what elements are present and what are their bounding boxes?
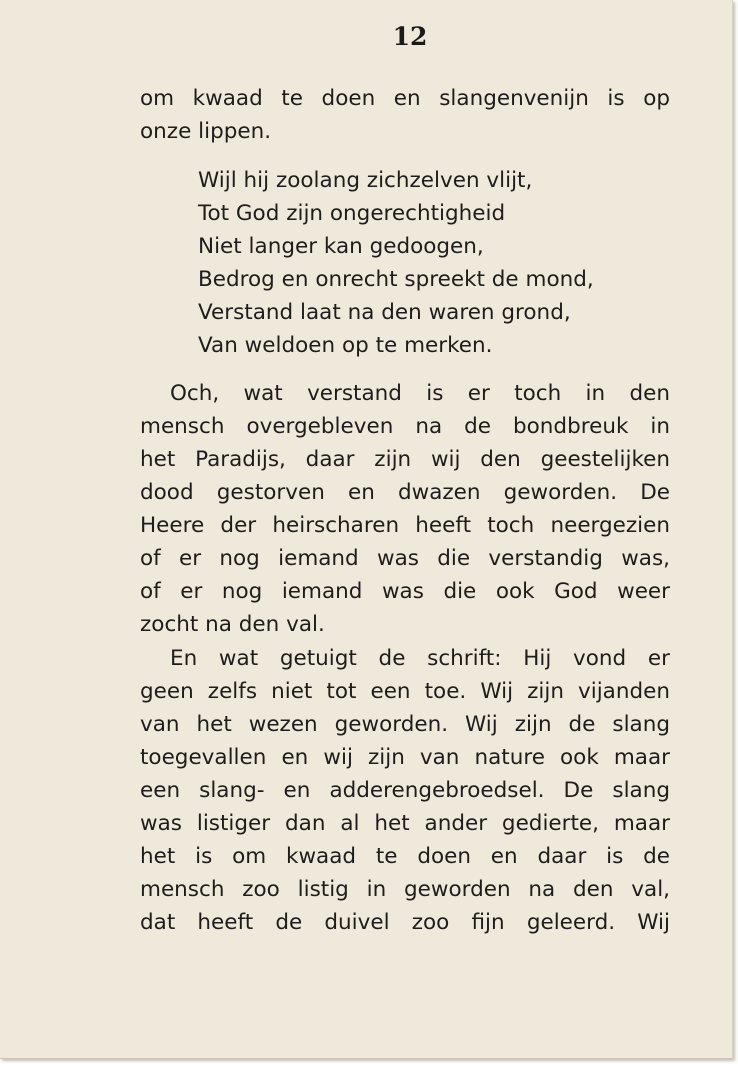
text-line: of er nog iemand was die verstandig was, — [140, 546, 670, 571]
paragraph-2 — [140, 377, 670, 641]
paragraph-continuation — [140, 82, 670, 148]
text-line: Heere der heirscharen heeft toch neergezien — [140, 513, 670, 538]
text-line: dood gestorven en dwazen geworden. De — [140, 480, 670, 505]
paragraph-3 — [140, 642, 670, 939]
verse-line: Niet langer kan gedoogen, — [198, 234, 484, 259]
text-line: Och, wat verstand is er toch in den — [170, 381, 670, 406]
text-line: een slang- en adderengebroedsel. De slang — [140, 778, 670, 803]
text-line: van het wezen geworden. Wij zijn de slang — [140, 712, 670, 737]
verse-line: Tot God zijn ongerechtigheid — [198, 201, 506, 226]
page-number: 12 — [392, 22, 428, 51]
text-line: toegevallen en wij zijn van nature ook maar — [140, 745, 670, 770]
text-line: dat heeft de duivel zoo fijn geleerd. Wij — [140, 910, 670, 935]
text-line: het Paradijs, daar zijn wij den geestelijken — [140, 447, 670, 472]
verse-line: Bedrog en onrecht spreekt de mond, — [198, 267, 594, 292]
text-line: het is om kwaad te doen en daar is de — [140, 844, 670, 869]
text-line: was listiger dan al het ander gedierte, maar — [140, 811, 670, 836]
text-line: En wat getuigt de schrift: Hij vond er — [170, 646, 670, 671]
text-line: of er nog iemand was die ook God weer — [140, 579, 670, 604]
text-line: geen zelfs niet tot een toe. Wij zijn vijanden — [140, 679, 670, 704]
verse-line: Verstand laat na den waren grond, — [198, 300, 571, 325]
verse-line: Wijl hij zoolang zichzelven vlijt, — [198, 168, 533, 193]
text-line: om kwaad te doen en slangenvenijn is op — [140, 86, 670, 111]
text-line: mensch zoo listig in geworden na den val, — [140, 877, 670, 902]
text-line: mensch overgebleven na de bondbreuk in — [140, 414, 670, 439]
text-line: onze lippen. — [140, 119, 272, 144]
verse-block — [198, 164, 668, 362]
verse-line: Van weldoen op te merken. — [198, 333, 493, 358]
text-line: zocht na den val. — [140, 612, 325, 637]
